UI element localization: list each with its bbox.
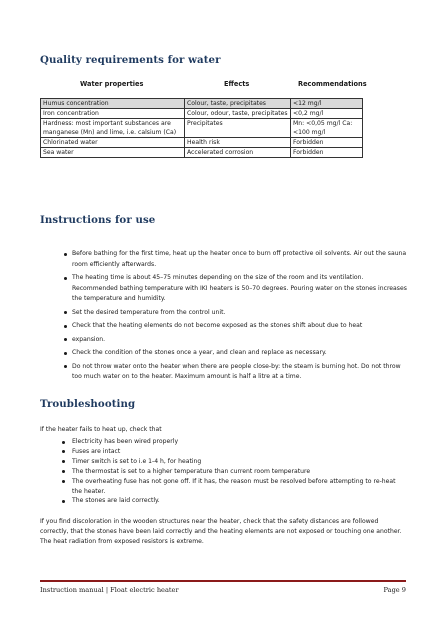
list-item: Fuses are intact bbox=[60, 447, 400, 457]
water-quality-table bbox=[40, 98, 363, 158]
table-cell: Chlorinated water bbox=[41, 138, 185, 148]
list-item: Timer switch is set to i.e 1-4 h, for heating bbox=[60, 457, 400, 467]
footer-rule bbox=[40, 580, 406, 582]
list-item: The stones are laid correctly. bbox=[60, 496, 400, 506]
table-cell: Iron concentration bbox=[41, 109, 185, 119]
table-cell: Accelerated corrosion bbox=[185, 148, 291, 158]
table-row bbox=[41, 109, 363, 119]
page-number: Page 9 bbox=[383, 586, 406, 594]
table-cell: Hardness: most important substances are manganese (Mn) and lime, i.e. calsium (Ca) bbox=[41, 119, 185, 138]
table-cell: <0,2 mg/l bbox=[291, 109, 363, 119]
page-footer bbox=[40, 586, 406, 596]
troubleshooting-list bbox=[60, 437, 400, 506]
header-recommendations: Recommendations bbox=[298, 80, 367, 88]
table-cell: Humus concentration bbox=[41, 99, 185, 109]
list-item: Do not throw water onto the heater when there are people close-by: the steam is burning hot. Do not throw too much water on to the heater. Maximum amount is half a litre at a time. bbox=[40, 362, 408, 383]
list-item: The heating time is about 45–75 minutes depending on the size of the room and its ventilation. Recommended bathing temperature with IKI heaters is 50–70 degrees. Pouring water on the stones increases the temperature and humidity. bbox=[40, 273, 408, 305]
table-cell: Sea water bbox=[41, 148, 185, 158]
header-effects: Effects bbox=[224, 80, 250, 88]
table-cell: <12 mg/l bbox=[291, 99, 363, 109]
list-item: Check the condition of the stones once a year, and clean and replace as necessary. bbox=[40, 348, 408, 359]
table-cell: Mn: <0,05 mg/l Ca: <100 mg/l bbox=[291, 119, 363, 138]
quality-requirements-heading: Quality requirements for water bbox=[40, 54, 221, 66]
list-item: The thermostat is set to a higher temperature than current room temperature bbox=[60, 467, 400, 477]
table-row bbox=[41, 138, 363, 148]
table-row bbox=[41, 148, 363, 158]
header-water-properties: Water properties bbox=[80, 80, 144, 88]
list-item: Set the desired temperature from the control unit. bbox=[40, 308, 408, 319]
list-item: Before bathing for the first time, heat up the heater once to burn off protective oil solvents. Air out the sauna room efficiently afterwards. bbox=[40, 249, 408, 270]
table-cell: Colour, odour, taste, precipitates bbox=[185, 109, 291, 119]
table-cell: Precipitates bbox=[185, 119, 291, 138]
table-cell: Colour, taste, precipitates bbox=[185, 99, 291, 109]
table-cell: Health risk bbox=[185, 138, 291, 148]
table-row bbox=[41, 119, 363, 138]
footer-title: Instruction manual | Float electric heater bbox=[40, 586, 179, 594]
troubleshooting-intro: If the heater fails to heat up, check that bbox=[40, 426, 162, 433]
list-item: expansion. bbox=[40, 335, 408, 346]
table-cell: Forbidden bbox=[291, 138, 363, 148]
troubleshooting-closing-paragraph: If you find discoloration in the wooden structures near the heater, check that the safety distances are followed correctly, that the stones have been laid correctly and the heating elements are not exposed or touching one another. The heat radiation from exposed resistors is extreme. bbox=[40, 518, 402, 545]
instructions-list bbox=[40, 249, 408, 386]
list-item: Electricity has been wired properly bbox=[60, 437, 400, 447]
list-item: Check that the heating elements do not become exposed as the stones shift about due to heat bbox=[40, 321, 408, 332]
quality-table-header bbox=[40, 80, 367, 90]
instructions-heading: Instructions for use bbox=[40, 214, 156, 226]
table-row bbox=[41, 99, 363, 109]
list-item: The overheating fuse has not gone off. If it has, the reason must be resolved before attempting to re-heat the heater. bbox=[60, 477, 400, 497]
table-cell: Forbidden bbox=[291, 148, 363, 158]
troubleshooting-heading: Troubleshooting bbox=[40, 398, 136, 410]
